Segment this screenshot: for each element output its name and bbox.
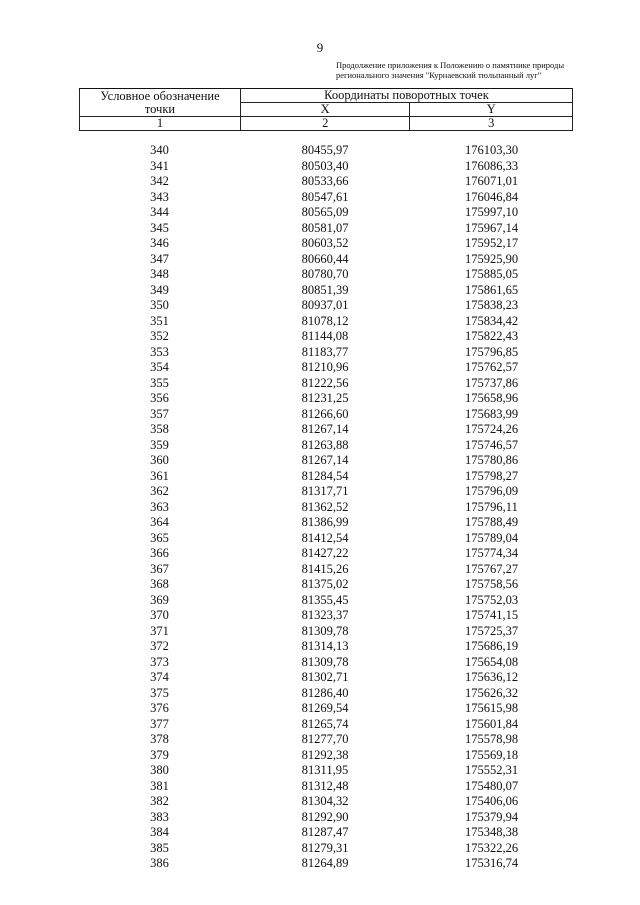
point-id-cell: 355: [150, 375, 169, 390]
table-row: [79, 515, 573, 531]
y-column-header: Y: [410, 103, 573, 117]
x-coordinate-cell: 81183,77: [301, 344, 349, 359]
point-id-cell: 341: [150, 158, 169, 173]
x-coordinate-cell: 81144,08: [301, 329, 349, 343]
point-id-cell: 343: [150, 189, 169, 204]
x-coordinate-cell: 81312,48: [301, 778, 349, 793]
x-coordinate-cell: 81304,32: [301, 794, 349, 808]
table-row: [79, 686, 573, 702]
y-coordinate-cell: 175967,14: [464, 220, 519, 235]
point-id-cell: 380: [150, 763, 169, 777]
table-row: [79, 593, 573, 609]
x-column-header: X: [240, 103, 409, 117]
table-row: [79, 841, 573, 857]
x-coordinate-cell: 81279,31: [301, 840, 349, 855]
page-number: 9: [316, 40, 324, 55]
subtitle-line-1: Продолжение приложения к Положению о памятнике природы: [336, 60, 565, 70]
y-coordinate-cell: 175796,09: [464, 484, 519, 498]
y-coordinate-cell: 175925,90: [464, 251, 519, 266]
y-coordinate-cell: 175838,23: [464, 298, 519, 312]
subtitle-line-2: регионального значения "Курнаевский тюльпанный луг": [336, 70, 542, 80]
table-row: [79, 639, 573, 655]
table-row: [79, 577, 573, 593]
x-coordinate-cell: 81222,56: [301, 375, 349, 390]
coordinates-group-header: Координаты поворотных точек: [240, 89, 572, 103]
table-row: [79, 283, 573, 299]
x-coordinate-cell: 81415,26: [301, 561, 349, 576]
point-id-cell: 379: [150, 747, 169, 762]
y-coordinate-cell: 175578,98: [464, 732, 519, 746]
table-row: [79, 825, 573, 841]
x-coordinate-cell: 81302,71: [301, 670, 349, 684]
table-row: [79, 779, 573, 795]
table-row: [79, 732, 573, 748]
table-row: [79, 252, 573, 268]
x-coordinate-cell: 80851,39: [301, 282, 349, 297]
table-row: [79, 159, 573, 175]
point-id-cell: 376: [150, 701, 169, 715]
y-coordinate-cell: 175822,43: [464, 329, 519, 343]
point-id-cell: 374: [150, 670, 169, 684]
point-id-cell: 350: [150, 298, 169, 312]
point-id-cell: 360: [150, 453, 169, 467]
y-coordinate-cell: 175615,98: [464, 701, 519, 715]
table-row: [79, 345, 573, 361]
point-id-cell: 356: [150, 391, 169, 405]
y-coordinate-cell: 175861,65: [464, 282, 519, 297]
table-row: [79, 608, 573, 624]
table-row: [79, 221, 573, 237]
point-id-cell: 361: [150, 468, 169, 483]
y-coordinate-cell: 175789,04: [464, 530, 519, 545]
x-coordinate-cell: 81355,45: [301, 592, 349, 607]
x-coordinate-cell: 81314,13: [301, 639, 349, 653]
y-coordinate-cell: 175746,57: [464, 437, 519, 452]
point-id-cell: 378: [150, 732, 169, 746]
y-coordinate-cell: 175636,12: [464, 670, 519, 684]
y-coordinate-cell: 175316,74: [464, 856, 519, 870]
table-row: [79, 143, 573, 159]
y-coordinate-cell: 176046,84: [464, 189, 519, 204]
point-designation-header-line-2: точки: [144, 101, 176, 116]
coordinates-table-header: [79, 88, 573, 131]
y-coordinate-cell: 175724,26: [464, 422, 519, 436]
point-id-cell: 342: [150, 174, 169, 188]
point-id-cell: 362: [150, 484, 169, 498]
table-row: [79, 856, 573, 872]
point-id-cell: 345: [150, 220, 169, 235]
y-coordinate-cell: 175480,07: [464, 778, 519, 793]
x-coordinate-cell: 81231,25: [301, 391, 349, 405]
x-coordinate-cell: 81210,96: [301, 360, 349, 374]
point-id-cell: 384: [150, 825, 169, 839]
x-coordinate-cell: 80547,61: [301, 189, 349, 204]
x-coordinate-cell: 81412,54: [301, 530, 349, 545]
x-coordinate-cell: 80455,97: [301, 143, 349, 157]
y-coordinate-cell: 175796,85: [464, 344, 519, 359]
x-coordinate-cell: 81078,12: [301, 313, 349, 328]
y-coordinate-cell: 175767,27: [464, 561, 519, 576]
point-id-cell: 383: [150, 809, 169, 824]
x-coordinate-cell: 81323,37: [301, 608, 349, 622]
x-coordinate-cell: 80533,66: [301, 174, 349, 188]
point-id-cell: 372: [150, 639, 169, 653]
x-coordinate-cell: 81267,14: [301, 453, 349, 467]
table-row: [79, 763, 573, 779]
x-coordinate-cell: 81277,70: [301, 732, 349, 746]
table-row: [79, 531, 573, 547]
y-coordinate-cell: 175885,05: [464, 267, 519, 281]
point-id-cell: 368: [150, 577, 169, 591]
point-id-cell: 347: [150, 251, 169, 266]
point-designation-header: [80, 89, 241, 117]
x-coordinate-cell: 81286,40: [301, 685, 349, 700]
y-coordinate-cell: 176071,01: [464, 174, 519, 188]
point-id-cell: 385: [150, 840, 169, 855]
y-coordinate-cell: 175758,56: [464, 577, 519, 591]
x-coordinate-cell: 81292,90: [301, 809, 349, 824]
x-coordinate-cell: 81287,47: [301, 825, 349, 839]
point-id-cell: 370: [150, 608, 169, 622]
y-coordinate-cell: 175601,84: [464, 716, 519, 731]
table-row: [79, 298, 573, 314]
point-id-cell: 373: [150, 654, 169, 669]
point-id-cell: 346: [150, 236, 169, 250]
table-row: [79, 469, 573, 485]
table-row: [79, 422, 573, 438]
y-coordinate-cell: 175725,37: [464, 623, 519, 638]
y-coordinate-cell: 175654,08: [464, 654, 519, 669]
table-row: [79, 407, 573, 423]
table-row: [79, 329, 573, 345]
table-row: [79, 670, 573, 686]
point-id-cell: 381: [150, 778, 169, 793]
table-row: [79, 453, 573, 469]
point-id-cell: 358: [150, 422, 169, 436]
y-coordinate-cell: 175348,38: [464, 825, 519, 839]
point-id-cell: 386: [150, 856, 169, 870]
x-coordinate-cell: 81386,99: [301, 515, 349, 529]
point-id-cell: 354: [150, 360, 169, 374]
table-row: [79, 546, 573, 562]
y-coordinate-cell: 175762,57: [464, 360, 519, 374]
y-coordinate-cell: 175788,49: [464, 515, 519, 529]
x-coordinate-cell: 81265,74: [301, 716, 349, 731]
point-designation-header-line-1: Условное обозначение: [100, 88, 220, 103]
x-coordinate-cell: 81266,60: [301, 406, 349, 421]
x-coordinate-cell: 81292,38: [301, 747, 349, 762]
table-row: [79, 391, 573, 407]
y-coordinate-cell: 175569,18: [464, 747, 519, 762]
y-coordinate-cell: 175686,19: [464, 639, 519, 653]
x-coordinate-cell: 80503,40: [301, 158, 349, 173]
table-row: [79, 624, 573, 640]
point-id-cell: 348: [150, 267, 169, 281]
y-coordinate-cell: 175322,26: [464, 840, 519, 855]
x-coordinate-cell: 80581,07: [301, 220, 349, 235]
table-row: [79, 205, 573, 221]
x-coordinate-cell: 81284,54: [301, 468, 349, 483]
x-coordinate-cell: 81317,71: [301, 484, 349, 498]
y-coordinate-cell: 175796,11: [465, 499, 518, 514]
table-row: [79, 484, 573, 500]
x-coordinate-cell: 80937,01: [301, 298, 349, 312]
y-coordinate-cell: 175626,32: [464, 685, 519, 700]
coordinates-table-body: [79, 143, 573, 872]
x-coordinate-cell: 81264,89: [301, 856, 349, 870]
x-coordinate-cell: 80660,44: [301, 251, 349, 266]
y-coordinate-cell: 175658,96: [464, 391, 519, 405]
point-id-cell: 382: [150, 794, 169, 808]
y-coordinate-cell: 175741,15: [464, 608, 519, 622]
point-id-cell: 366: [150, 546, 169, 560]
y-coordinate-cell: 175834,42: [464, 313, 519, 328]
y-coordinate-cell: 175683,99: [464, 406, 519, 421]
table-row: [79, 438, 573, 454]
point-id-cell: 364: [150, 515, 169, 529]
table-row: [79, 701, 573, 717]
y-coordinate-cell: 175952,17: [464, 236, 519, 250]
y-coordinate-cell: 175752,03: [464, 592, 519, 607]
x-coordinate-cell: 81263,88: [301, 437, 349, 452]
y-coordinate-cell: 175774,34: [464, 546, 519, 560]
x-coordinate-cell: 80603,52: [301, 236, 349, 250]
table-row: [79, 360, 573, 376]
point-id-cell: 363: [150, 499, 169, 514]
y-coordinate-cell: 175780,86: [464, 453, 519, 467]
table-row: [79, 810, 573, 826]
x-coordinate-cell: 81427,22: [301, 546, 349, 560]
table-row: [79, 314, 573, 330]
y-coordinate-cell: 175737,86: [464, 375, 519, 390]
point-id-cell: 357: [150, 406, 169, 421]
y-coordinate-cell: 176086,33: [464, 158, 519, 173]
x-coordinate-cell: 81309,78: [301, 654, 349, 669]
table-row: [79, 376, 573, 392]
point-id-cell: 351: [150, 313, 169, 328]
column-number-3: 3: [410, 117, 573, 131]
point-id-cell: 353: [150, 344, 169, 359]
point-id-cell: 352: [150, 329, 169, 343]
point-id-cell: 349: [150, 282, 169, 297]
table-row: [79, 500, 573, 516]
table-row: [79, 236, 573, 252]
point-id-cell: 375: [150, 685, 169, 700]
y-coordinate-cell: 175798,27: [464, 468, 519, 483]
y-coordinate-cell: 175379,94: [464, 809, 519, 824]
point-id-cell: 377: [150, 716, 169, 731]
x-coordinate-cell: 80780,70: [301, 267, 349, 281]
point-id-cell: 359: [150, 437, 169, 452]
point-id-cell: 365: [150, 530, 169, 545]
x-coordinate-cell: 81267,14: [301, 422, 349, 436]
table-row: [79, 655, 573, 671]
x-coordinate-cell: 81309,78: [301, 623, 349, 638]
y-coordinate-cell: 176103,30: [464, 143, 519, 157]
point-id-cell: 344: [150, 205, 169, 219]
table-row: [79, 748, 573, 764]
table-row: [79, 717, 573, 733]
table-row: [79, 267, 573, 283]
table-row: [79, 190, 573, 206]
point-id-cell: 369: [150, 592, 169, 607]
table-row: [79, 174, 573, 190]
point-id-cell: 367: [150, 561, 169, 576]
y-coordinate-cell: 175406,06: [464, 794, 519, 808]
x-coordinate-cell: 81375,02: [301, 577, 349, 591]
column-number-2: 2: [240, 117, 409, 131]
x-coordinate-cell: 81362,52: [301, 499, 349, 514]
y-coordinate-cell: 175997,10: [464, 205, 519, 219]
y-coordinate-cell: 175552,31: [464, 763, 519, 777]
table-row: [79, 794, 573, 810]
column-number-1: 1: [80, 117, 241, 131]
x-coordinate-cell: 81269,54: [301, 701, 349, 715]
table-row: [79, 562, 573, 578]
x-coordinate-cell: 80565,09: [301, 205, 349, 219]
point-id-cell: 371: [150, 623, 169, 638]
document-subtitle: [336, 60, 581, 80]
point-id-cell: 340: [150, 143, 169, 157]
x-coordinate-cell: 81311,95: [301, 763, 349, 777]
